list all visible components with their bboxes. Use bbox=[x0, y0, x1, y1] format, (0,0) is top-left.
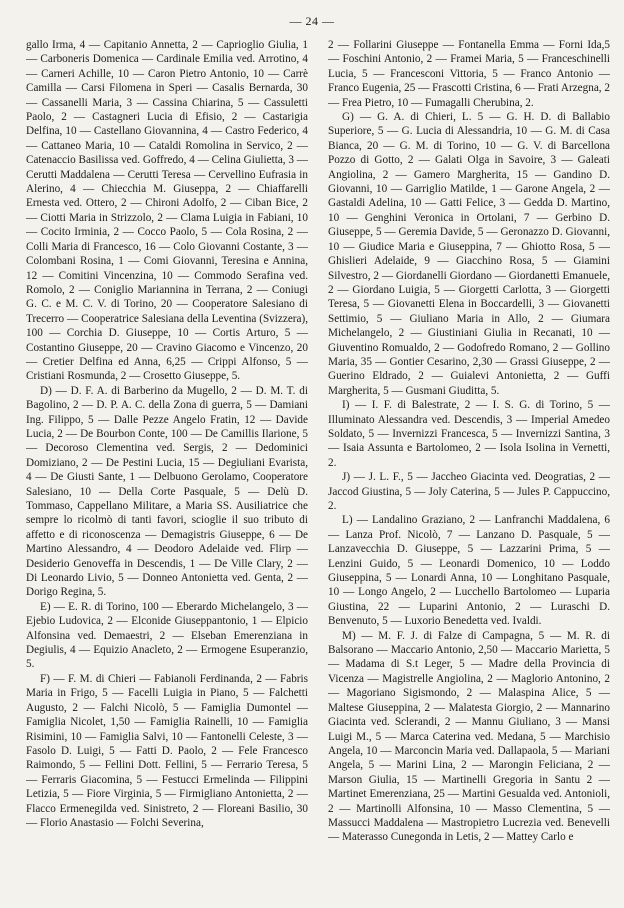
left-column bbox=[26, 38, 308, 898]
two-column-body bbox=[26, 38, 610, 898]
paragraph: D) — D. F. A. di Barberino da Mugello, 2 — D. M. T. di Bagolino, 2 — D. P. A. C. della Zona di guerra, 5 — Damiani Ing. Filippo, 5 — Dalle Pezze Angelo Fratin, 12 — Davide Lucia, 2 — De Bourbon Conte, 100 — De Camillis Ilarione, 5 — Decoroso Clementina ved. Sergis, 2 — Dedominici Domiziano, 2 — De Pestini Lucia, 15 — Degiuliani Evarista, 4 — De Giusti Sante, 1 — Delbuono Gerolamo, Cooperatore Salesiano, 10 — Della Corte Pasquale, 5 — Delù D. Tommaso, Cappellano Militare, a Maria SS. Ausiliatrice che sempre lo ricolmò di tanti favori, scioglie il suo tributo di affetto e di riconoscenza — Demagistris Giuseppe, 6 — De Martino Alessandro, 4 — Deodoro Adelaide ved. Flirp — Desiderio Genoveffa in Descendis, 1 — De Ville Clary, 2 — Di Leonardo Livio, 5 — Donneo Antonietta ved. Genta, 2 — Dorigo Regina, 5. bbox=[26, 384, 308, 599]
paragraph: G) — G. A. di Chieri, L. 5 — G. H. D. di Ballabio Superiore, 5 — G. Lucia di Alessandria, 10 — G. M. di Casa Bianca, 20 — G. M. di Torino, 10 — G. V. di Barcellona Pozzo di Gotto, 2 — Galati Olga in Savoire, 3 — Galeati Angiolina, 2 — Gamero Margherita, 15 — Gandino D. Giovanni, 10 — Garriglio Matilde, 1 — Garone Angela, 2 — Gastaldi Adelina, 10 — Gatti Felice, 3 — Gedda D. Martino, 10 — Genghini Veronica in Ortolani, 7 — Gerbino D. Giuseppe, 5 — Geremia Davide, 5 — Geronazzo D. Giovanni, 10 — Giudice Maria e Giuseppina, 7 — Ghiotto Rosa, 5 — Ghislieri Adelaide, 9 — Giacchino Rosa, 5 — Giamini Silvestro, 2 — Giordanelli Giordano — Giordanetti Emanuele, 2 — Giordano Luigia, 5 — Giorgetti Carlotta, 3 — Giorgetti Teresa, 5 — Giovanetti Elena in Boccardelli, 3 — Giovanetti Settimio, 5 — Giuliano Maria in Allo, 2 — Giumara Michelangelo, 2 — Giustiniani Giulia in Recanati, 10 — Giuventino Romualdo, 2 — Godofredo Romano, 2 — Gollino Maria, 35 — Gontier Cesarino, 2,30 — Grassi Giuseppe, 2 — Guerino Eldrado, 2 — Guialevi Antonietta, 2 — Guffi Margherita, 5 — Gusmani Giuditta, 5. bbox=[328, 111, 610, 397]
paragraph: L) — Landalino Graziano, 2 — Lanfranchi Maddalena, 6 — Lanza Prof. Nicolò, 7 — Lanzano D. Pasquale, 5 — Lanzavecchia D. Giuseppe, 5 — Lazzarini Prima, 5 — Lenzini Guido, 5 — Leonardi Domenico, 10 — Loddo Giuseppina, 5 — Lonardi Anna, 10 — Longhitano Pasquale, 10 — Longo Angelo, 2 — Lucchello Bartolomeo — Luparia Giustina, 22 — Luparini Antonio, 2 — Luraschi D. Benvenuto, 5 — Luxorio Benedetta ved. Ivaldi. bbox=[328, 514, 610, 628]
paragraph: E) — E. R. di Torino, 100 — Eberardo Michelangelo, 3 — Ejebio Ludovica, 2 — Elconide Giuseppantonio, 1 — Elpicio Alfonsina ved. Demaestri, 2 — Elseban Emerenziana in Degiulis, 4 — Equizio Anacleto, 2 — Ermogene Esuperanzio, 5. bbox=[26, 600, 308, 671]
page-number: — 24 — bbox=[289, 14, 335, 28]
paragraph: J) — J. L. F., 5 — Jaccheo Giacinta ved. Deogratias, 2 — Jaccod Giustina, 5 — Joly Caterina, 5 — Jules P. Cappuccino, 2. bbox=[328, 471, 610, 512]
right-column bbox=[328, 38, 610, 898]
paragraph: gallo Irma, 4 — Capitanio Annetta, 2 — Caprioglio Giulia, 1 — Carboneris Domenica — Cardinale Emilia ved. Arrotino, 4 — Carneri Achille, 10 — Caron Pietro Antonio, 10 — Carrè Camilla — Carsi Filomena in Speri — Casalis Bernarda, 30 — Cassanelli Maria, 3 — Cassina Chiarina, 5 — Cassuletti Paolo, 2 — Castagneri Lucia di Efisio, 2 — Castarigia Delfina, 10 — Castellano Giovannina, 4 — Castro Federico, 4 — Cattaneo Maria, 10 — Cataldi Romolina in Servico, 2 — Catenaccio Basilissa ved. Goffredo, 4 — Celina Giulietta, 3 — Cerutti Maddalena — Cerutti Teresa — Cervellino Eufrasia in Alerino, 4 — Chiecchia M. Giuseppa, 2 — Chiaffarelli Ernesta ved. Ottero, 2 — Chironi Adolfo, 2 — Ciban Bice, 2 — Ciotti Maria in Strizzolo, 2 — Clama Luigia in Fabiani, 10 — Cocito Irminia, 2 — Cocco Paolo, 5 — Cola Rosina, 2 — Colli Maria di Francesco, 16 — Colo Giovanni Costante, 3 — Colombani Rosina, 1 — Comi Giovanni, Teresina e Annina, 12 — Comitini Vincenzina, 10 — Commodo Serafina ved. Romolo, 2 — Coniglio Mariannina in Terrana, 2 — Coniugi G. C. e M. C. V. di Torino, 20 — Cooperatore Salesiano di Trecerro — Cooperatrice Salesiana della Leventina (Svizzera), 100 — Corchia D. Giuseppe, 10 — Cortis Arturo, 5 — Costantino Giuseppe, 20 — Cravino Giacomo e Vincenzo, 20 — Cretier Delfina ed Anna, 6,25 — Crippi Alfonso, 5 — Cristiani Rosmunda, 2 — Crosetto Giuseppe, 5. bbox=[26, 39, 308, 383]
paragraph: F) — F. M. di Chieri — Fabianoli Ferdinanda, 2 — Fabris Maria in Frigo, 5 — Facelli Luigia in Piano, 5 — Falchetti Augusto, 2 — Falchi Nicolò, 5 — Famiglia Dumontel — Famiglia Nicolet, 1,50 — Famiglia Rainelli, 10 — Famiglia Risimini, 10 — Famiglia Salvi, 10 — Fantonelli Celeste, 3 — Fasolo D. Luigi, 5 — Fatti D. Paolo, 2 — Fele Francesco Raimondo, 5 — Fellini Dott. Fellini, 5 — Ferrario Teresa, 5 — Ferraris Giacomina, 5 — Festucci Ermelinda — Filippini Letizia, 5 — Fiore Virginia, 5 — Firmigliano Antonietta, 2 — Flacco Ermenegilda ved. Sinistreto, 2 — Floreani Basilio, 30 — Florio Anastasio — Folchi Severina, bbox=[26, 672, 308, 829]
paragraph: I) — I. F. di Balestrate, 2 — I. S. G. di Torino, 5 — Illuminato Alessandra ved. Descendis, 3 — Imperial Amedeo Soldato, 5 — Invernizzi Francesca, 5 — Invernizzi Santina, 3 — Isaia Assunta e Bartolomeo, 2 — Isola Isolina in Vernetti, 2. bbox=[328, 399, 610, 469]
paragraph: 2 — Follarini Giuseppe — Fontanella Emma — Forni Ida,5 — Foschini Antonio, 2 — Framei Maria, 5 — Franceschinelli Lucia, 5 — Francesconi Vittoria, 5 — Franco Antonio — Franco Eugenia, 25 — Frascotti Cristina, 6 — Frati Arzegna, 2 — Frea Pietro, 10 — Fumagalli Cherubina, 2. bbox=[328, 39, 610, 109]
paragraph: M) — M. F. J. di Falze di Campagna, 5 — M. R. di Balsorano — Maccario Antonio, 2,50 — Maccario Marietta, 5 — Madama di S.t Leger, 5 — Madre della Provincia di Vicenza — Magistrelle Angiolina, 2 — Maglorio Antonino, 2 — Magoriano Sigismondo, 2 — Malaspina Alice, 5 — Maltese Giuseppina, 2 — Malatesta Giorgio, 2 — Mannarino Giacinta ved. Sclerandi, 2 — Mannu Giuliano, 3 — Mansi Luigi M., 5 — Marca Caterina ved. Medana, 5 — Marchisio Angela, 10 — Marconcin Maria ved. Dallapaola, 5 — Mariani Angela, 5 — Marini Lina, 2 — Marongin Feliciana, 2 — Marson Giulia, 15 — Martinelli Gregoria in Santu 2 — Martinet Emerenziana, 25 — Martini Gesualda ved. Antonioli, 2 — Martinolli Alfonsina, 10 — Masso Clementina, 5 — Massucci Maddalena — Mastropietro Lucrezia ved. Benevelli — Materasso Cunegonda in Letis, 2 — Mattey Carlo e bbox=[328, 629, 610, 844]
